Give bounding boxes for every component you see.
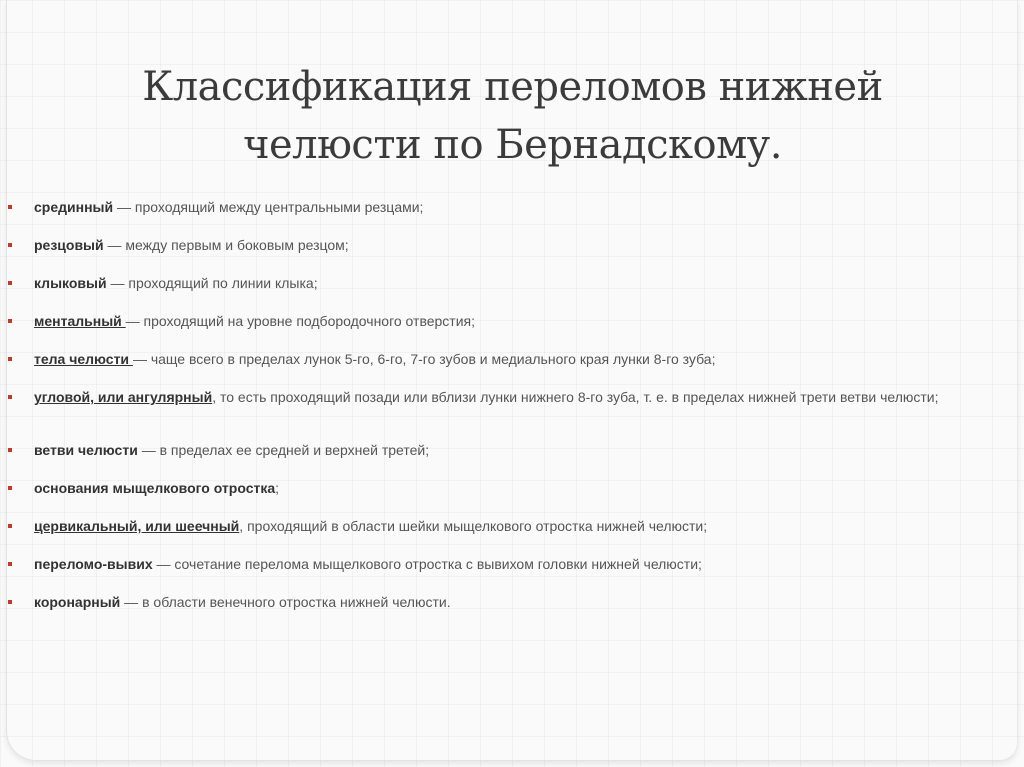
item-text: — в пределах ее средней и верхней третей; — [137, 442, 430, 458]
item-term: клыковый — [34, 275, 107, 291]
item-term: коронарный — [34, 594, 121, 610]
item-text: — проходящий на уровне подбородочного отверстия; — [125, 313, 476, 329]
item-text: ; — [275, 480, 280, 496]
list-item — [8, 238, 994, 253]
item-text: — чаще всего в пределах лунок 5-го, 6-го, 7-го зубов и медиального края лунки 8-го зуба; — [132, 351, 716, 367]
item-term: срединный — [34, 199, 114, 215]
item-term: угловой, или ангулярный — [34, 389, 213, 405]
item-term: переломо-вывих — [34, 556, 153, 572]
item-text: — сочетание перелома мыщелкового отростка с вывихом головки нижней челюсти; — [152, 556, 702, 572]
item-term: тела челюсти — [34, 351, 133, 367]
item-term: основания мыщелкового отростка — [34, 480, 276, 496]
bullet-icon — [8, 319, 12, 323]
item-term: резцовый — [34, 237, 104, 253]
list-item — [8, 276, 994, 291]
list-item — [8, 557, 994, 572]
list-item — [8, 519, 994, 534]
list-item — [8, 314, 994, 329]
item-term: ментальный — [34, 313, 126, 329]
item-text: , проходящий в области шейки мыщелкового отростка нижней челюсти; — [239, 518, 708, 534]
item-text: — проходящий по линии клыка; — [106, 275, 318, 291]
bullet-icon — [8, 357, 12, 361]
item-term: ветви челюсти — [34, 442, 138, 458]
item-text: — проходящий между центральными резцами; — [113, 199, 424, 215]
item-text: — в области венечного отростка нижней челюсти. — [120, 594, 451, 610]
bullet-icon — [8, 562, 12, 566]
bullet-icon — [8, 281, 12, 285]
list-item — [8, 390, 994, 405]
list-item — [8, 595, 994, 610]
bullet-icon — [8, 600, 12, 604]
item-term: цервикальный, или шеечный — [34, 518, 240, 534]
slide-title: Классификация переломов нижней челюсти по Бернадскому. — [142, 64, 883, 168]
item-text: , то есть проходящий позади или вблизи лунки нижнего 8-го зуба, т. е. в пределах нижней трети ветви челюсти; — [212, 389, 939, 405]
list-item — [8, 443, 994, 458]
list-item — [8, 481, 994, 496]
list-item — [8, 352, 994, 367]
bullet-icon — [8, 448, 12, 452]
list-item — [8, 200, 994, 215]
item-text: — между первым и боковым резцом; — [103, 237, 349, 253]
bullet-icon — [8, 243, 12, 247]
bullet-icon — [8, 486, 12, 490]
bullet-icon — [8, 524, 12, 528]
bullet-icon — [8, 205, 12, 209]
bullet-icon — [8, 395, 12, 399]
